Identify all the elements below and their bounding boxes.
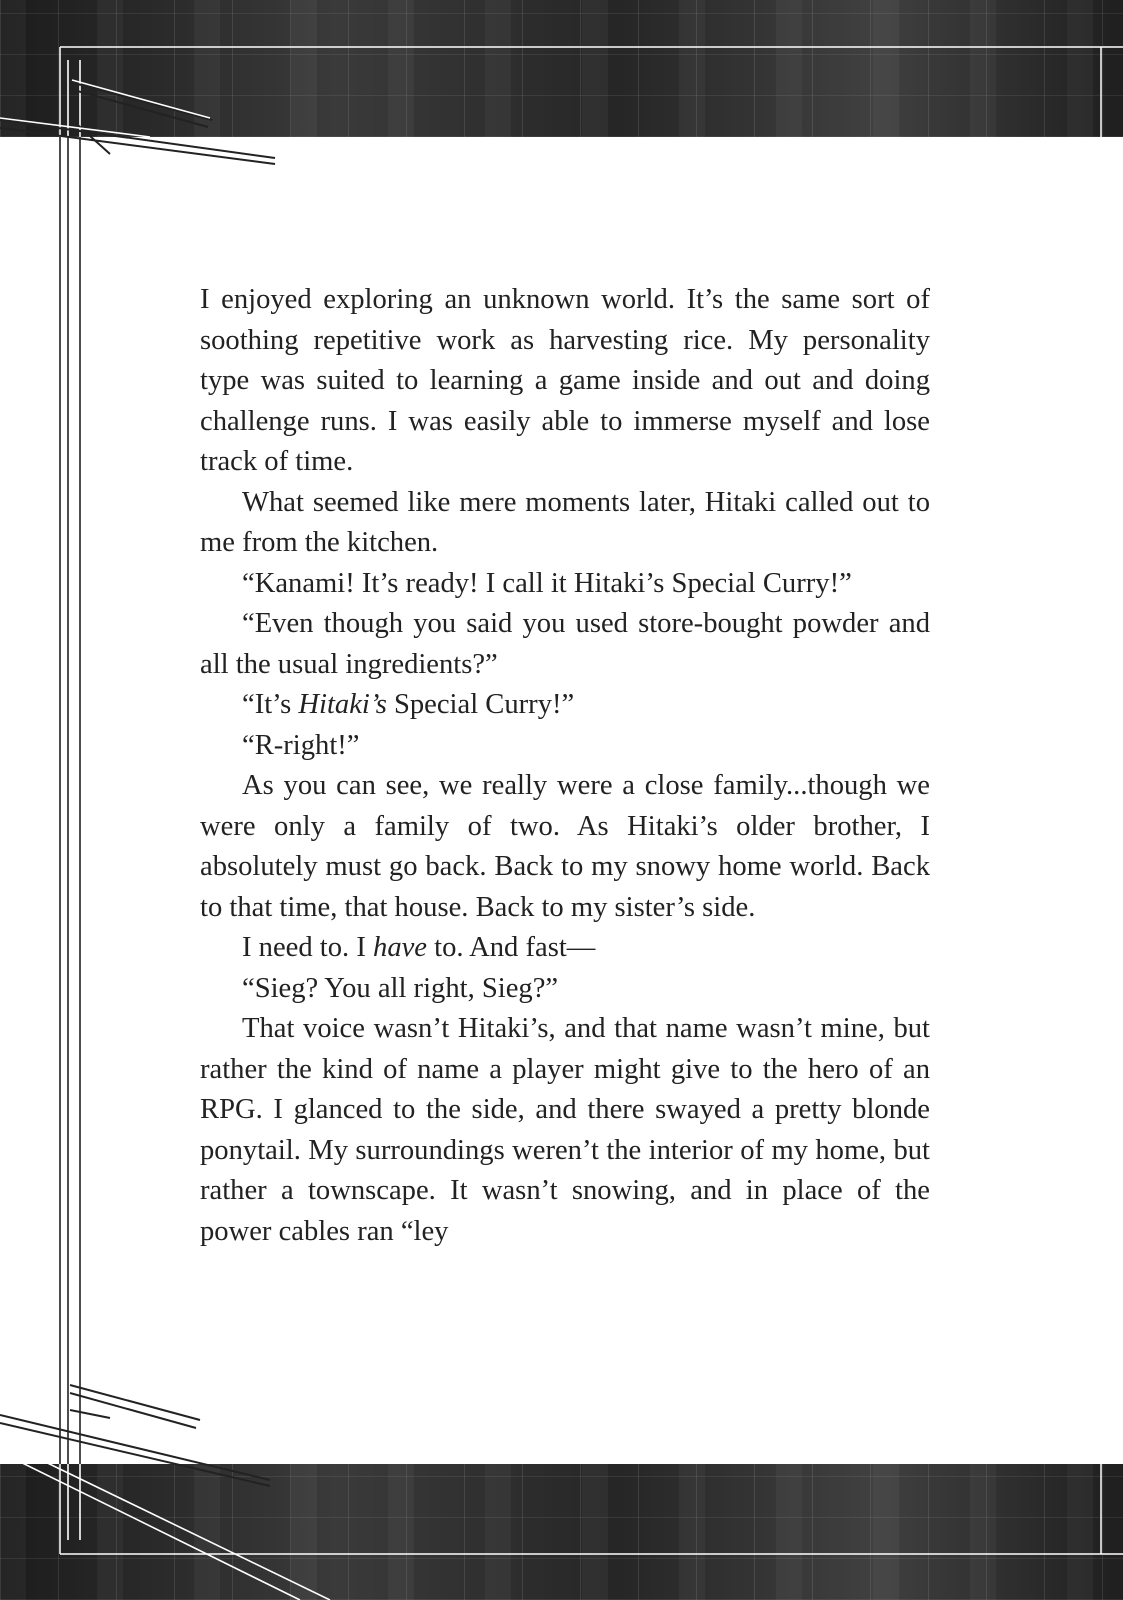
page-body-text	[200, 280, 930, 1252]
paragraph-text: I need to. I	[242, 932, 374, 963]
paragraph-text: “Even though you said you used store-bought powder and all the usual ingredients?”	[200, 608, 930, 680]
paragraph	[200, 280, 930, 483]
header-decorative-band	[0, 0, 1123, 137]
italic-text: Hitaki’s	[298, 689, 387, 720]
paragraph	[200, 969, 930, 1010]
paragraph-text: That voice wasn’t Hitaki’s, and that name wasn’t mine, but rather the kind of name a player might give to the hero of an RPG. I glanced to the side, and there swayed a pretty blonde ponytail. My surroundings weren’t the interior of my home, but rather a townscape. It wasn’t snowing, and in place of the power cables ran “ley	[200, 1013, 930, 1247]
paragraph	[200, 928, 930, 969]
paragraph-text: I enjoyed exploring an unknown world. It’s the same sort of soothing repetitive work as harvesting rice. My personality type was suited to learning a game inside and out and doing challenge runs. I was easily able to immerse myself and lose track of time.	[200, 284, 930, 477]
paragraph	[200, 726, 930, 767]
paragraph	[200, 604, 930, 685]
paragraph	[200, 1009, 930, 1252]
paragraph	[200, 564, 930, 605]
paragraph-text: “Sieg? You all right, Sieg?”	[242, 972, 559, 1004]
paragraph-text: As you can see, we really were a close family...though we were only a family of two. As Hitaki’s older brother, I absolutely must go back. Back to my snowy home world. Back to that time, that house. Back to my sister’s side.	[200, 770, 930, 923]
paragraph	[200, 766, 930, 928]
paragraph-text: “R-right!”	[242, 729, 360, 761]
paragraph-text: “Kanami! It’s ready! I call it Hitaki’s Special Curry!”	[242, 567, 852, 599]
paragraph	[200, 685, 930, 726]
paragraph-text: Special Curry!”	[386, 689, 575, 720]
paragraph-text: to. And fast—	[427, 932, 596, 963]
italic-text: have	[373, 932, 427, 963]
paragraph-text: What seemed like mere moments later, Hitaki called out to me from the kitchen.	[200, 486, 930, 558]
footer-decorative-band	[0, 1464, 1123, 1600]
paragraph-text: “It’s	[242, 689, 299, 720]
paragraph	[200, 483, 930, 564]
